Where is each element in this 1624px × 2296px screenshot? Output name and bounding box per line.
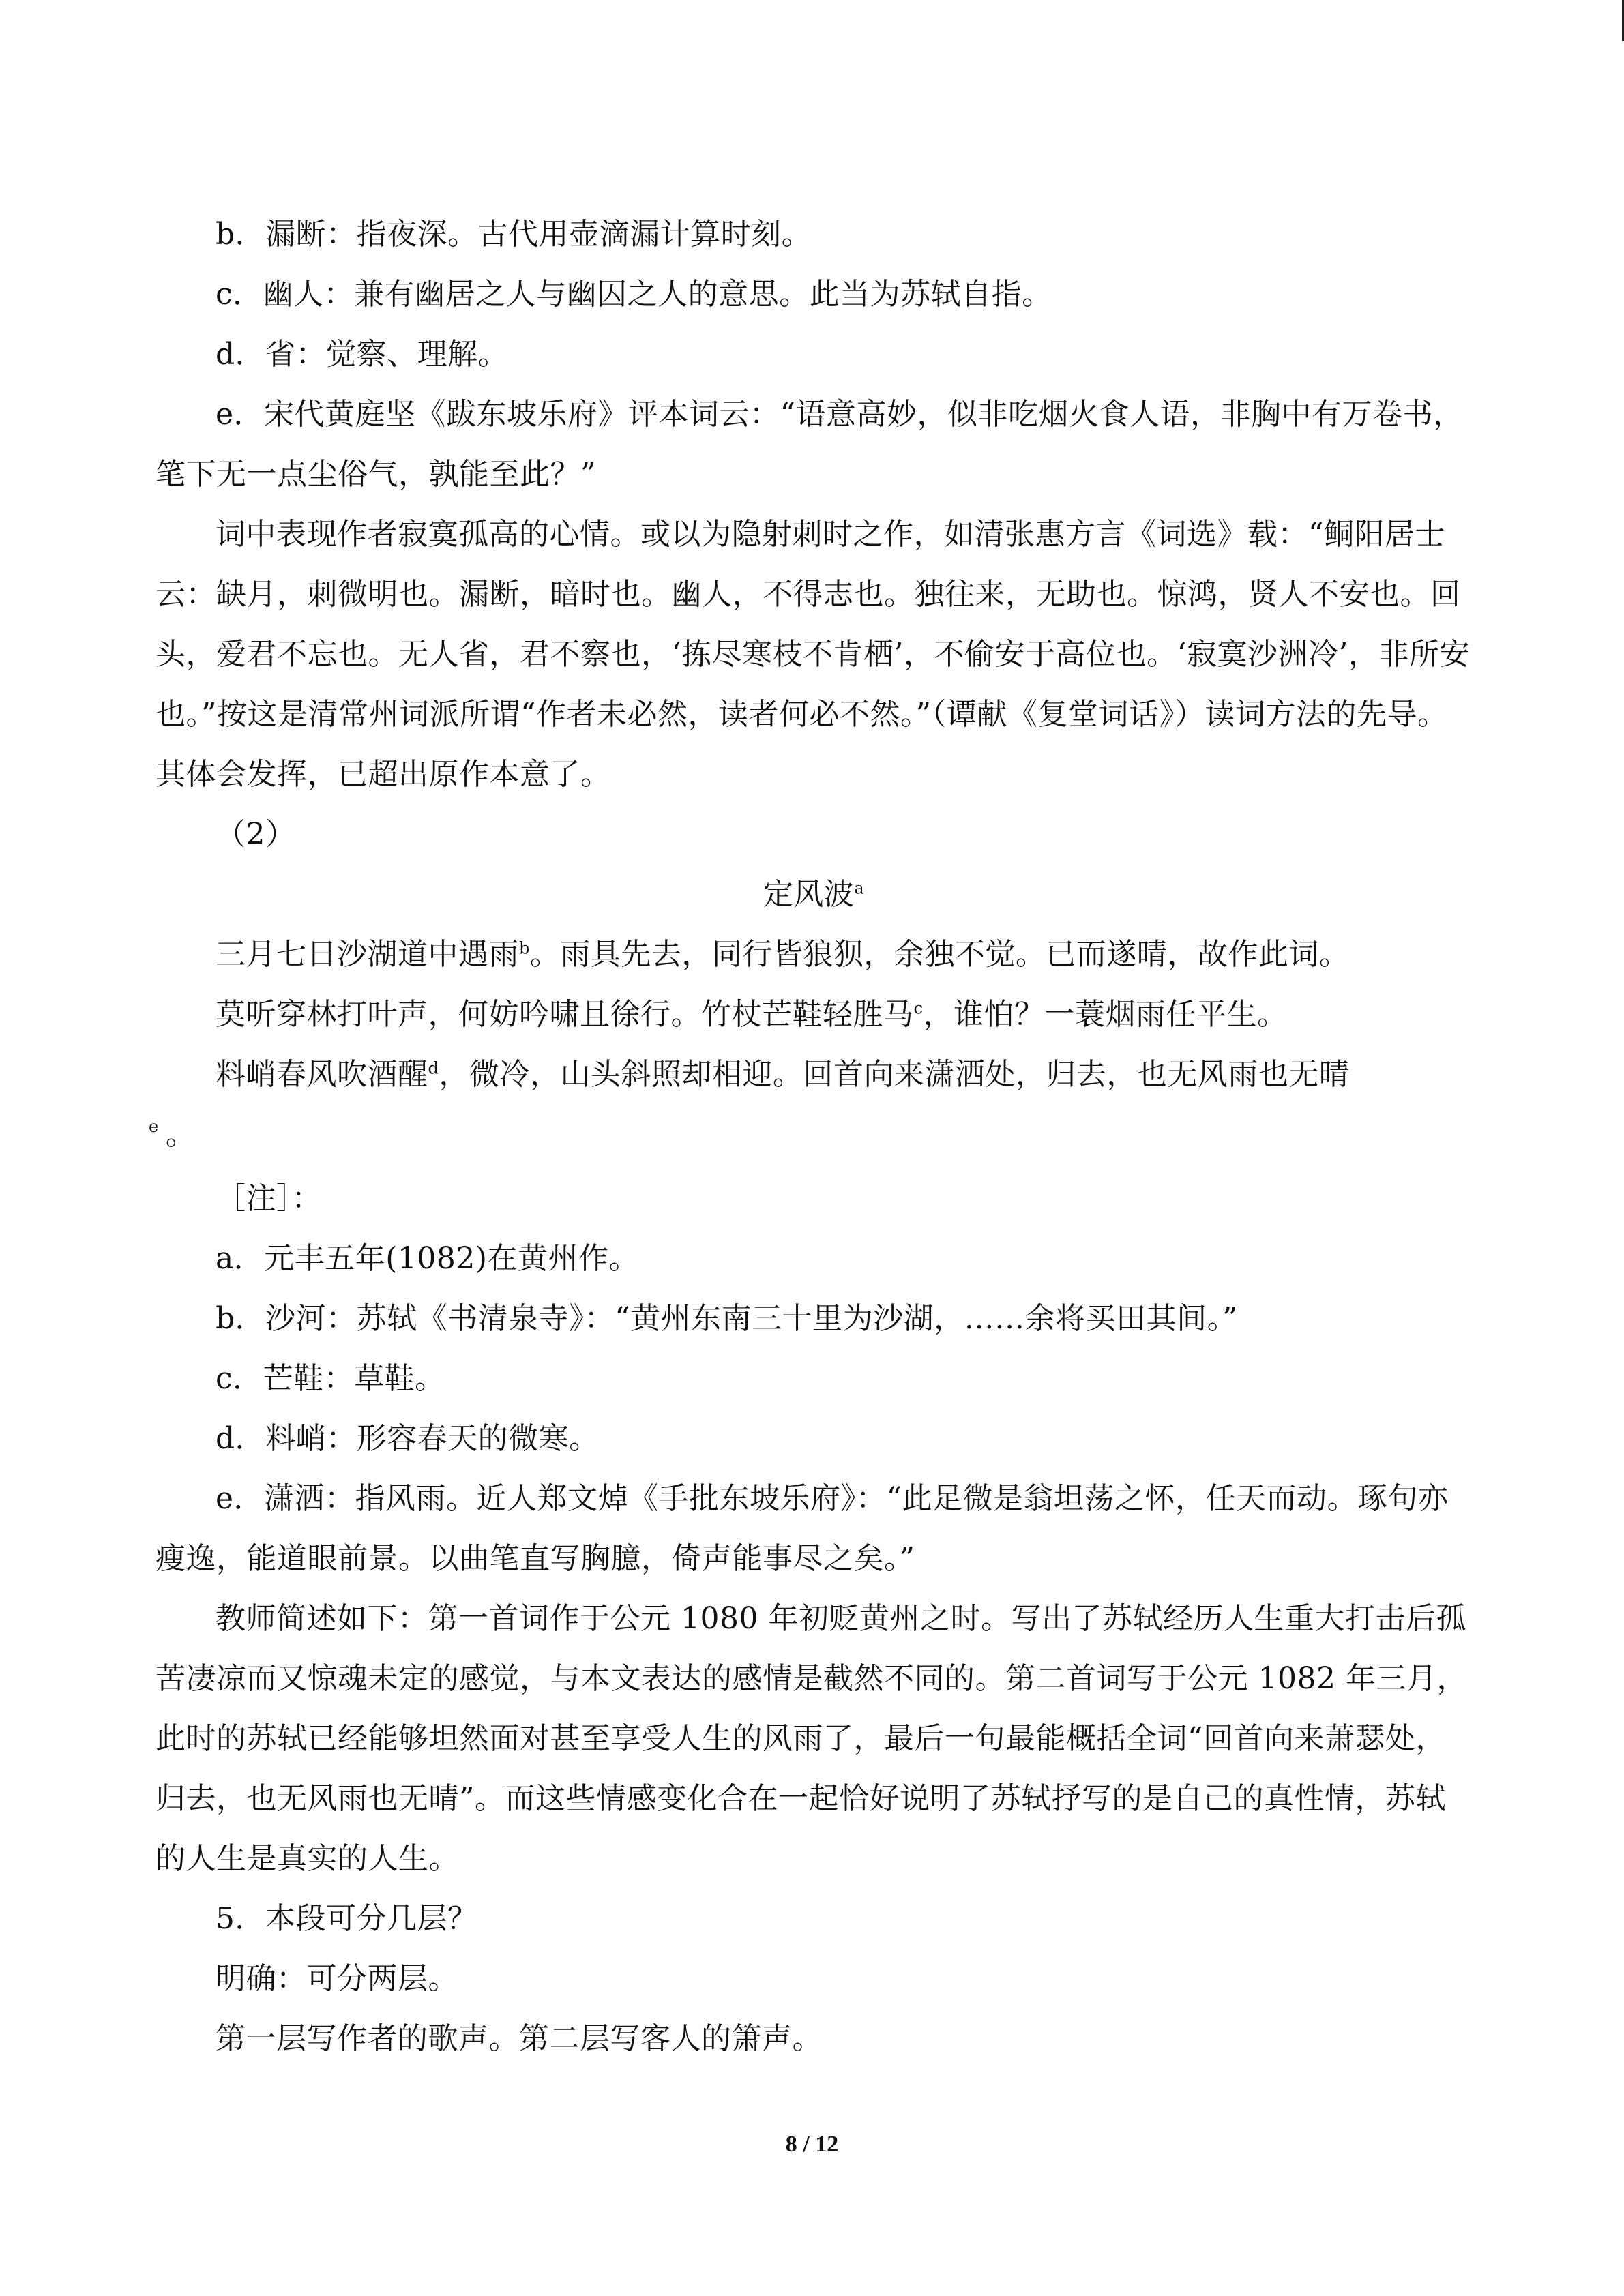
poem-stanza-2-part-2: ，微冷，山头斜照却相迎。回首向来潇洒处，归去，也无风雨也无晴 [439, 1057, 1350, 1092]
poem-stanza-1-part-2: ，谁怕？一蓑烟雨任平生。 [923, 997, 1288, 1032]
answer-5: 明确：可分两层。 [216, 1961, 458, 1996]
poem-title-text: 定风波 [763, 877, 855, 912]
poem-stanza-2-part-1: 料峭春风吹酒醒 [216, 1057, 428, 1092]
poem-preface [156, 925, 1472, 985]
note-d-1: d．省：觉察、理解。 [216, 337, 509, 372]
poem-preface-footnote-mark: b [519, 938, 530, 958]
poem-stanza-1-footnote-mark: c [913, 998, 924, 1018]
page-number: 8 / 12 [785, 2132, 839, 2157]
poem-preface-part-1: 三月七日沙湖道中遇雨 [216, 937, 519, 972]
poem-stanza-2 [149, 1045, 1472, 1169]
poem-stanza-1 [156, 985, 1472, 1045]
commentary-paragraph: 词中表现作者寂寞孤高的心情。或以为隐射刺时之作，如清张惠方言《词选》载：“鲖阳居士云：缺月，刺微明也。漏断，暗时也。幽人，不得志也。独往来，无助也。惊鸿，贤人不安也。回头，爱君不忘也。无人省，君不察也，‘拣尽寒枝不肯栖’，不偷安于高位也。‘寂寞沙洲冷’，非所安也。”按这是清常州词派所谓“作者未必然，读者何必不然。”（谭献《复堂词话》）读词方法的先导。其体会发挥，已超出原作本意了。 [156, 517, 1470, 792]
note-e-1: e．宋代黄庭坚《跋东坡乐府》评本词云：“语意高妙，似非吃烟火食人语，非胸中有万卷书，笔下无一点尘俗气，孰能至此？” [156, 397, 1464, 492]
notes-2-header: ［注］： [216, 1181, 322, 1216]
poem-title [156, 865, 1472, 925]
question-5: 5．本段可分几层？ [216, 1901, 478, 1936]
note-e-2: e．潇洒：指风雨。近人郑文焯《手批东坡乐府》：“此足微是翁坦荡之怀，任天而动。琢句亦瘦逸，能道眼前景。以曲笔直写胸臆，倚声能事尽之矣。” [156, 1481, 1449, 1576]
poem-preface-part-2: 。雨具先去，同行皆狼狈，余独不觉。已而遂晴，故作此词。 [529, 937, 1350, 972]
poem-title-footnote-mark: a [854, 878, 865, 898]
note-b-1: b．漏断：指夜深。古代用壶滴漏计算时刻。 [216, 217, 812, 252]
note-d-2: d．料峭：形容春天的微寒。 [216, 1421, 600, 1456]
note-c-2: c．芒鞋：草鞋。 [216, 1361, 445, 1396]
note-b-2: b．沙河：苏轼《书清泉寺》：“黄州东南三十里为沙湖，……余将买田其间。” [216, 1301, 1239, 1336]
note-a-2: a．元丰五年(1082)在黄州作。 [216, 1241, 640, 1276]
poem-stanza-1-part-1: 莫听穿林打叶声，何妨吟啸且徐行。竹杖芒鞋轻胜马 [216, 997, 914, 1032]
section-2-label: （2） [216, 817, 296, 852]
poem-stanza-2-footnote-mark-e: e [149, 1117, 159, 1136]
page-content [149, 205, 1472, 2069]
teacher-summary: 教师简述如下：第一首词作于公元 1080 年初贬黄州之时。写出了苏轼经历人生重大打击后孤苦凄凉而又惊魂未定的感觉，与本文表达的感情是截然不同的。第二首词写于公元 1082 年三月，此时的苏轼已经能够坦然面对甚至享受人生的风雨了，最后一句最能概括全词“回首向来萧瑟处，归去，也无风雨也无晴”。而这些情感变化合在一起恰好说明了苏轼抒写的是自己的真性情，苏轼的人生是真实的人生。 [156, 1601, 1467, 1876]
poem-stanza-2-end: 。 [165, 1117, 196, 1152]
layers-explanation: 第一层写作者的歌声。第二层写客人的箫声。 [216, 2021, 823, 2056]
note-c-1: c．幽人：兼有幽居之人与幽囚之人的意思。此当为苏轼自指。 [216, 277, 1052, 312]
poem-stanza-2-footnote-mark-d: d [428, 1058, 439, 1078]
